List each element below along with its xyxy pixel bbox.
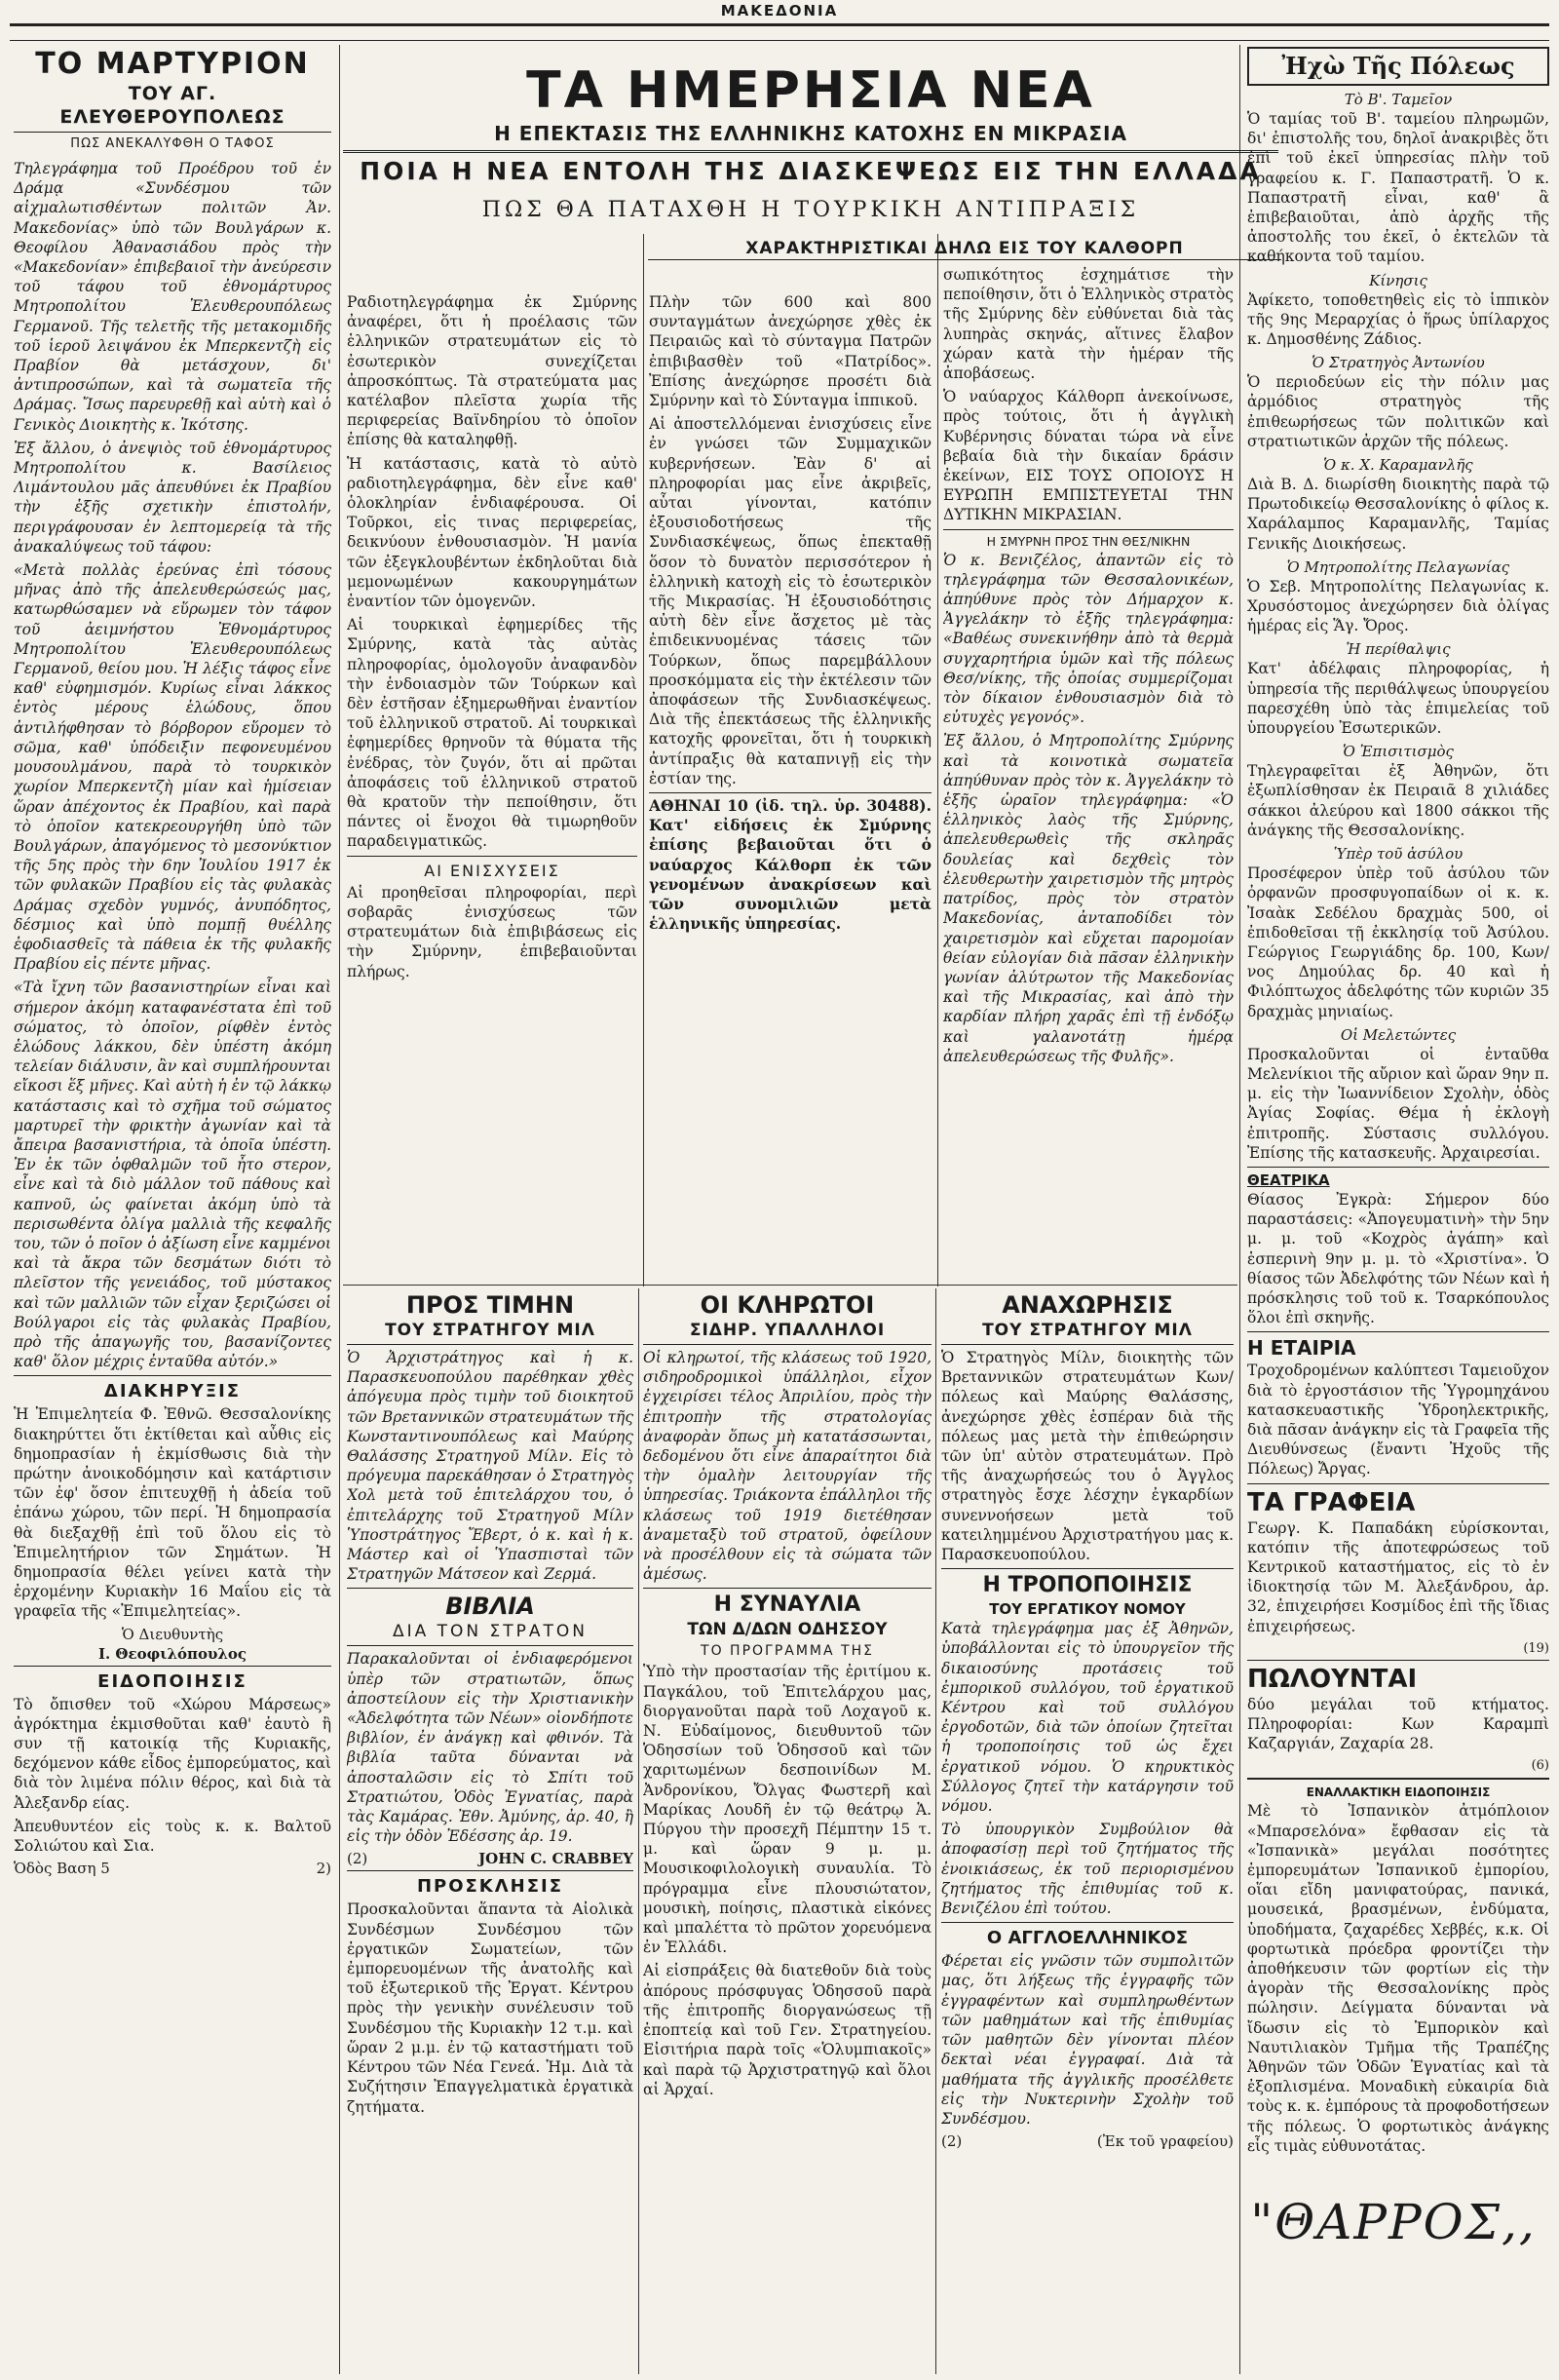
- article-paragraph: Αἱ ἀποστελλόμεναι ἐνισχύσεις εἶνε ἐν γνώσει τῶν Συμμαχικῶν κυβερνήσεων. Ἐὰν δ' αἱ πληροφορίαι μας εἶνε ἀκριβεῖς, αὗται γίνονται, κατόπιν ἐξουσιοδοτήσεως τῆς Συνδιασκέψεως, ὅπως ἐπεκταθῇ ὅσον τὸ δυνατὸν περισσότερον ἡ ἑλληνικὴ κατοχὴ εἰς τὸ ἐσωτερικὸν τῆς Μικρασίας. Ἡ ἐξουσιοδότησις αὐτὴ δὲν εἶνε ἄσχετος μὲ τὰς ἐπιδεικνυομένας τάσεις τῶν Τούρκων, ὅπως παρεμβάλλουν προσκόμματα εἰς τὴν ἐκτέλεσιν τῶν ἀποφάσεων τῆς Συνδιασκέψεως. Διὰ τῆς ἐπεκτάσεως τῆς ἑλληνικῆς κατοχῆς φρονεῖται, ὅτι ἡ τουρκικὴ ἀντίπραξις θὰ καταπνιγῇ εἰς τὴν ἑστίαν της.: [649, 415, 932, 787]
- column-rule: [638, 1288, 639, 2374]
- section-title: Η ΣΜΥΡΝΗ ΠΡΟΣ ΤΗΝ ΘΕΣ/ΝΙΚΗΝ: [986, 533, 1191, 549]
- section-kicker: ΤΟ ΠΡΟΓΡΑΜΜΑ ΤΗΣ: [701, 1643, 874, 1660]
- section-subtitle: ΤΟΥ ΣΤΡΑΤΗΓΟΥ ΜΙΛ: [982, 1321, 1193, 1340]
- center-column-a: [347, 292, 637, 1282]
- section-subtitle: ΔΙΑ ΤΟΝ ΣΤΡΑΤΟΝ: [392, 1622, 589, 1642]
- section-subtitle: ΤΩΝ Δ/ΔΩΝ ΟΔΗΣΣΟΥ: [687, 1620, 888, 1640]
- article-paragraph: «Τὰ ἴχνη τῶν βασανιστηρίων εἶναι καὶ σήμερον ἀκόμη καταφανέστατα ἐπὶ τοῦ σώματος, τὸ ὁποῖον, ρίφθὲν ἐντὸς ἑλώδους λάκκου, δὲν ὑπέστη ἀκόμη τελείαν διάλυσιν, ἂν καὶ συμπλήρουνται εἴκοσι ἕξ μῆνες. Καὶ αὐτὴ ἡ ἐν τῷ λάκκῳ κατάστασις καὶ τὸ σχῆμα τοῦ σώματος μαρτυρεῖ τὴν φρικτὴν ἀγωνίαν καὶ τὰ ἄπειρα βασανιστήρια, τὰ ὁποῖα ὑπέστη. Ἐν ἐκ τῶν ὀφθαλμῶν τοῦ ἦτο στερον, εἶνε καὶ τὰ διὸ μάλλον τοῦ πάθους καὶ καπνοῦ, ὡς φαίνεται ἀκόμη ὑπὸ τὰ περισωθέντα ὀλίγα μαλλιὰ τῆς κεφαλῆς του, τῶν ὁ ποῖον ὁ ἀξίωση εἶνε καμμένοι καὶ τὰ ἄκρα τῶν δεσμάτων διότι τὸ πλεῖστον τῆς γενειάδος, τοῦ μύστακος καὶ τῶν μαλλιῶν τῶν εἶχαν ξεριζώσει οἱ Βούλγαροι εἰς τὰς φυλακὰς Πραβίου, πρὸ τῆς ἀπαγωγῆς του, βασανίζοντες καθ' ὅλον μέχρις ἐνταῦθα αὐτόν.»: [14, 979, 331, 1371]
- divider: [643, 1344, 932, 1345]
- section-title: Η ΣΥΝΑΥΛΙΑ: [713, 1593, 861, 1618]
- divider: [347, 1870, 633, 1871]
- divider: [943, 529, 1234, 530]
- item-body: Προσέφερον ὑπὲρ τοῦ ἀσύλου τῶν ὀρφανῶν προσφυγοπαίδων οἱ κ. κ. Ἰσαὰκ Σεδέλου δραχμὰς 500, οἱ ἐπιδοθεῖσαι τῇ ἐκκλησίᾳ τοῦ Ἀσύλου. Γεώργιος Γεωργιάδης δρ. 100, Κων/νος Δημούλας δρ. 40 καὶ ἡ Φιλόπτωχος ἀδελφότης τῶν κυριῶν 35 δραχμὰς μηνιαίως.: [1247, 864, 1549, 1020]
- section-title: ΕΙΔΟΠΟΙΗΣΙΣ: [97, 1670, 247, 1692]
- lower-column-a: [347, 1290, 633, 2372]
- item-title: Ὁ Μητροπολίτης Πελαγωνίας: [1286, 557, 1510, 576]
- section-title: ΑΝΑΧΩΡΗΣΙΣ: [1002, 1291, 1173, 1319]
- ad-ref: (2): [941, 2132, 963, 2151]
- signature-label: Ὁ Διευθυντὴς: [121, 1625, 224, 1643]
- section-title: ΠΡΟΣΚΛΗΣΙΣ: [416, 1876, 564, 1898]
- section-subtitle: ΣΙΔΗΡ. ΥΠΑΛΛΗΛΟΙ: [689, 1321, 886, 1340]
- column-title: Ἠχὼ Τῆς Πόλεως: [1281, 52, 1515, 80]
- article-paragraph: «Μετὰ πολλὰς ἐρεύνας ἐπὶ τόσους μῆνας ἀπὸ τῆς ἀπελευθερώσεώς μας, κατωρθώσαμεν νὰ εὕρωμεν τὸν τάφον τοῦ ἀειμνήστου Ἐθνομάρτυρος Μητροπολίτου Ἐλευθερουπόλεως Γερμανοῦ, θείου μου. Ἡ λέξις τάφος εἶνε καθ' εὐφημισμόν. Κυρίως εἶναι λάκκος ἐντὸς μέρους ἑλώδους, ὅπου ἀντιλήφθησαν τὸ βόρβορον εὕρομεν τὸ σῶμα, καθ' ὑπόδειξιν πεφονευμένου μουσουλμάνου, παρὰ τὸ τουρκικὸν χωρίον Μπερκεντζὴ μίαν καὶ ἡμίσειαν ὥραν ἀπέχοντος ἐκ Πραβίου, καὶ παρὰ τὸ ὁποῖον κατεκρεουργήθη ὑπὸ τῶν Βουλγάρων, ἀπαγόμενος τὸ μεσονύκτιον τῆς 5ης πρὸς τὴν 6ην Ἰουλίου 1917 ἐκ τῶν φυλακῶν Πραβίου εἰς τὰς φυλακὰς Δράμας σχεδὸν γυμνός, ἀνυπόδητος, δέσμιος καὶ ὑπὸ πομπῇ θυέλλης ἐφοδιασθεῖς τὰ πάθεια ἐκ τῆς φυλακῆς Πραβίου εἰς πέντε μῆνας.: [14, 561, 331, 974]
- center-column-b: [649, 292, 932, 1282]
- item-body: Θίασος Ἐγκρὰ: Σήμερον δύο παραστάσεις: «Ἀπογευματινὴ» τὴν 5ην μ. μ. τοῦ «Κοχρὸς ἀγάπη» καὶ ἑσπερινὴ 9ην μ. μ. τὸ «Χριστίνα». Ὁ θίασος τῶν Ἀδελφότης τῶν Νέων καὶ ἡ πρόσκλησις τοῦ τοῦ κ. Τσαρκόπουλος ὅλοι ἐπὶ σκηνῆς.: [1247, 1190, 1549, 1327]
- address: Ὁδὸς Βαση 5: [14, 1860, 110, 1878]
- article-paragraph: Αἱ εἰσπράξεις θὰ διατεθοῦν διὰ τοὺς ἀπόρους πρόσφυγας Ὁδησσοῦ παρὰ τῆς ἐπιτροπῆς διοργανώσεως τῇ ἐποπτείᾳ καὶ τοῦ Γεν. Στρατηγείου. Εἰσιτήρια παρὰ τοῖς «Ὁλυμπιακοῖς» καὶ παρὰ τῷ Ἀρχιστρατηγῷ καὶ ὅλοι αἱ Ἀρχαί.: [643, 1962, 932, 2098]
- divider: [941, 1922, 1234, 1923]
- banner-title: ΤΑ ΗΜΕΡΗΣΙΑ ΝΕΑ: [526, 61, 1095, 120]
- item-body: Προσκαλοῦνται οἱ ἐνταῦθα Μελενίκιοι τῆς αὔριον καὶ ὥραν 9ην π. μ. εἰς τὴν Ἰωαννίδειον Σχολὴν, ὁδὸς Ἀγίας Σοφίας. Θέμα ἡ ἐκλογὴ ἐπιτροπῆς. Σύστασις συλλόγου. Ἐπίσης τῆς κατασκευῆς. Ἀρχαιρεσίαι.: [1247, 1045, 1549, 1162]
- item-body: Τηλεγραφεῖται ἐξ Ἀθηνῶν, ὅτι ἐξωπλίσθησαν ἐκ Πειραιᾶ 8 χιλιάδες σάκκοι ἀλεύρου καὶ 1800 σάκκοι τῆς ἀνάγκης τῆς Θεσσαλονίκης.: [1247, 762, 1549, 839]
- article-paragraph: Ὁ Ἀρχιστράτηγος καὶ ἡ κ. Παρασκευοπούλου παρέθηκαν χθὲς ἀπόγευμα πρὸς τιμὴν τοῦ διοικητοῦ τῶν Βρεταννικῶν στρατευμάτων τῆς Κωνσταντινουπόλεως καὶ Μαύρης Θαλάσσης Στρατηγοῦ Μίλν. Εἰς τὸ πρόγευμα παρεκάθησαν ὁ Στρατηγὸς Χολ μετὰ τοῦ ἐπιτελάρχου του, ὁ ἐπιτελάρχης τοῦ Στρατηγοῦ Μίλν Ὑποστράτηγος Ἔβερτ, ὁ κ. καὶ ἡ κ. Μάστερ καὶ οἱ Ὑπασπισταὶ τῶν Στρατηγῶν Μάτσεον καὶ Ζερμά.: [347, 1349, 633, 1584]
- signature-name: JOHN C. CRABBEY: [478, 1850, 633, 1868]
- ad-title: Η ΕΤΑΙΡΙΑ: [1247, 1336, 1356, 1361]
- ad-ref: 2): [316, 1860, 331, 1878]
- article-paragraph: Ἡ Ἐπιμελητεία Φ. Ἐθνῶ. Θεσσαλονίκης διακηρύττει ὅτι ἐκτίθεται καὶ αὖθις εἰς δημοπρασίαν ἡ ἐκμίσθωσις διὰ τὴν πρώτην ἀνοικοδόμησιν καὶ κατάρτισιν τῶν ἐφ' ὅσον ἐπιτευχθῇ ἡ ἀδεία τοῦ ἐπάνω χώρου, τῶν περί. Ἡ δημοπρασία θὰ διεξαχθῇ ἐπὶ τοῦ ὅλου εἰς τὸ Ἐπιμελητήριον τῶν Σημάτων. Ἡ δημοπρασία θέλει γείνει κατὰ τὴν ἐρχομένην Κυριακὴν 16 Μαΐου εἰς τὰ γραφεῖα τῆς «Ἐπιμελητείας».: [14, 1405, 331, 1621]
- section-title: ΒΙΒΛΙΑ: [445, 1593, 535, 1621]
- column-rule: [339, 45, 340, 2374]
- left-column: [14, 47, 331, 2374]
- ad-ref: (6): [1531, 1758, 1549, 1774]
- divider: [347, 856, 637, 857]
- divider: [1247, 1660, 1549, 1661]
- left-subtitle: ΤΟΥ ΑΓ. ΕΛΕΥΘΕΡΟΥΠΟΛΕΩΣ: [59, 83, 285, 128]
- dateline: ΑΘΗΝΑΙ 10 (ἰδ. τηλ. ὑρ. 30488). Κατ' εἰδήσεις ἐκ Σμύρνης ἐπίσης βεβαιοῦται ὅτι ὁ ναύαρχος Κάλθορπ ἐκ τῶν γενομένων ἀνακρίσεων καὶ τῶν συνομιλιῶν μετὰ ἑλληνικῆς ὑπηρεσίας.: [649, 796, 932, 934]
- item-body: Ὁ Σεβ. Μητροπολίτης Πελαγωνίας κ. Χρυσόστομος ἀνεχώρησεν διὰ ὀλίγας ἡμέρας εἰς Ἅγ. Ὄρος.: [1247, 577, 1549, 635]
- article-paragraph: Ραδιοτηλεγράφημα ἐκ Σμύρνης ἀναφέρει, ὅτι ἡ προέλασις τῶν ἑλληνικῶν στρατευμάτων εἰς τὸ ἐσωτερικὸν συνεχίζεται ἀπροσκόπτως. Τὰ στρατεύματα μας κατέλαβον πλεῖστα χωρία τῆς περιφερείας Βαϊνδηρίου τὸ ὁποῖον ἐπίσης θὰ καταληφθῇ.: [347, 293, 637, 449]
- signature-label: (Ἐκ τοῦ γραφείου): [1096, 2132, 1234, 2151]
- article-paragraph: Πλὴν τῶν 600 καὶ 800 συνταγμάτων ἀνεχώρησε χθὲς ἐκ Πειραιῶς καὶ τὸ σύνταγμα Πατρῶν ἐπιβιβασθὲν τοῦ «Πατρίδος». Ἐπίσης ἀνεχώρησε προσέτι διὰ Σμύρνην καὶ τὸ Σύνταγμα ἱππικοῦ.: [649, 293, 932, 410]
- section-title: Η ΤΡΟΠΟΠΟΙΗΣΙΣ: [982, 1573, 1193, 1598]
- ad-body: Μὲ τὸ Ἰσπανικὸν ἀτμόπλοιον «Μπαρσελόνα» ἔφθασαν εἰς τὰ «Ἰσπανικὰ» μεγάλαι ποσότητες ἐμπορευμάτων Ἰσπανικοῦ ἐμπορίου, οἵαι εἴδη μανιφατούρας, πανικά, μουσεικά, βρασμένων, ἐνδύματα, ὑποδήματα, ζαχαρέδες Χεββές, κ.κ. Οἱ φορτωτικὰ πρόεδρα φροντίζει τὴν ἀποθήκευσιν τῶν φορτίων εἰς τὴν ἀγορὰν τῆς Θεσσαλονίκης πρὸς πώλησιν. Δείγματα δύνανται νὰ ἴδωσιν εἰς τὸ Ἐμπορικὸν καὶ Ναυτιλιακὸν Τμῆμα τῆς Τραπέζης Ἀθηνῶν τῶν Ὁδῶν Ἐγνατίας καὶ τὰ ἐξοπλισμένα. Μοναδικὴ εὐκαιρία διὰ τοὺς κ. κ. ἐμπόρους τὰ προφοδοτήσεων τῆς πόλεως. Ὁ φορτωτικὸς ἀνάγκης εἶς τιμὰς εὐθυνοτάτας.: [1247, 1802, 1549, 2155]
- ad-body: Γεωργ. Κ. Παπαδάκη εὑρίσκονται, κατόπιν τῆς ἀποτεφρώσεως τοῦ Κεντρικοῦ καταστήματος, εἰς τὸ ἐν ἰδιοκτησίᾳ τῶν Μ. Ἀλεξάνδρου, ἀρ. 32, ἐπιχειρήσει Κοσμίδος ἐπὶ τῆς ἴδιας ἐπιχειρήσεως.: [1247, 1518, 1549, 1635]
- masthead: ΜΑΚΕΔΟΝΙΑ: [720, 2, 839, 19]
- divider: [347, 1344, 633, 1345]
- item-body: Ἀφίκετο, τοποθετηθεὶς εἰς τὸ ἱππικὸν τῆς 9ης Μεραρχίας ὁ ἥρως ὑπίλαρχος κ. Δημοσθένης Ζάδιος.: [1247, 290, 1549, 349]
- ad-title: ΤΑ ΓΡΑΦΕΙΑ: [1247, 1487, 1416, 1517]
- column-title-box: [1247, 47, 1549, 86]
- headline: ΠΟΙΑ Η ΝΕΑ ΕΝΤΟΛΗ ΤΗΣ ΔΙΑΣΚΕΨΕΩΣ ΕΙΣ ΤΗΝ ΕΛΛΑΔΑ: [360, 157, 1262, 185]
- article-paragraph: Ἀπευθυντέον εἰς τοὺς κ. κ. Βαλτοῦ Σολιώτου καὶ Σια.: [14, 1817, 331, 1856]
- ad-title: ΕΝΑΛΛΑΚΤΙΚΗ ΕΙΔΟΠΟΙΗΣΙΣ: [1306, 1785, 1491, 1800]
- section-rule: [343, 1285, 1237, 1286]
- article-paragraph: σωπικότητος ἐσχημάτισε τὴν πεποίθησιν, ὅτι ὁ Ἑλληνικὸς στρατὸς τῆς Σμύρνης δὲν εὐθύνεται διὰ τὰς λυπηρὰς σκηνάς, αἵτινες ἔλαβον χώραν κατὰ τὴν ἡμέραν τῆς ἀποβάσεως.: [943, 266, 1234, 383]
- divider: [1247, 1483, 1549, 1484]
- divider: [14, 1375, 331, 1376]
- article-paragraph: Προσκαλοῦνται ἅπαντα τὰ Αἰολικὰ Συνδέσμων Συνδέσμου τῶν ἐργατικῶν Σωματείων, τῶν ἐμπορευομένων τῆς ἀνατολῆς καὶ τοῦ ἐξωτερικοῦ τῆς Ἐργατ. Κέντρου πρὸς τὴν γενικὴν συνέλευσιν τοῦ Συνδέσμου τῆς Κυριακὴν 12 τ.μ. καὶ ὥραν 2 μ.μ. ἐν τῷ καταστήματι τοῦ Κέντρου τῶν Νέα Γενεά. Ἡμ. Διὰ τὰ Συζήτησιν Ἐπαγγελματικὰ ἐργατικὰ ζητήματα.: [347, 1900, 633, 2116]
- section-title: Ο ΑΓΓΛΟΕΛΛΗΝΙΚΟΣ: [986, 1928, 1189, 1949]
- signature-name: Ι. Θεοφιλόπουλος: [97, 1644, 247, 1663]
- section-title: ΟΙ ΚΛΗΡΩΤΟΙ: [700, 1291, 875, 1319]
- section-subtitle: ΤΟΥ ΕΡΓΑΤΙΚΟΥ ΝΟΜΟΥ: [989, 1600, 1186, 1619]
- item-title: Ὑπὲρ τοῦ ἀσύλου: [1333, 845, 1464, 864]
- item-title: Ὁ Στρατηγὸς Ἀντωνίου: [1312, 354, 1485, 372]
- divider: [941, 1568, 1234, 1569]
- top-rule: [10, 23, 1549, 41]
- article-paragraph: Αἱ προηθεῖσαι πληροφορίαι, περὶ σοβαρᾶς ἐνισχύσεως τῶν στρατευμάτων διὰ ἐπιβιβάσεως εἰς τὴν Σμύρνην, ἐπιβεβαιοῦνται πλήρως.: [347, 883, 637, 980]
- column-rule: [1239, 45, 1240, 2374]
- article-paragraph: Ὁ κ. Βενιζέλος, ἀπαντῶν εἰς τὸ τηλεγράφημα τῶν Θεσσαλονικέων, ἀπηύθυνε πρὸς τὸν Δήμαρχον κ. Ἀγγελάκην τὸ ἑξῆς τηλεγράφημα: «Βαθέως συνεκινήθην ἀπὸ τὰ θερμὰ συγχαρητήρια ὑμῶν καὶ τῆς πόλεως Θεσ/νίκης, τῆς ὁποίας συμμερίζομαι τὸν δίκαιον ἐνθουσιασμὸν διὰ τὸ εὐτυχὲς γεγονός».: [943, 551, 1234, 727]
- item-title: Κίνησις: [1369, 271, 1427, 289]
- article-paragraph: Ἡ κατάστασις, κατὰ τὸ αὐτὸ ραδιοτηλεγράφημα, δὲν εἶνε καθ' ὁλοκληρίαν ἐνδιαφέρουσα. Οἱ Τοῦρκοι, εἰς τινας περιφερείας, δεικνύουν ἐνθουσιασμὸν. Ἡ μανία τῶν ἐξεγκλουβέντων ἐκδηλοῦται διὰ μεμονωμένων κακουργημάτων ἐναντίον τῶν ὁμογενῶν.: [347, 454, 637, 611]
- article-paragraph: Οἱ κληρωτοί, τῆς κλάσεως τοῦ 1920, σιδηροδρομικοὶ ὑπάλληλοι, εἶχον ἐγχειρίσει τέλος Ἀπριλίου, πρὸς τὴν ἐπιτροπὴν τῆς στρατολογίας ἀναφορὰν ὅπως μὴ κατατάσσωνται, δεδομένου ὅτι εἶνε ἀπαραίτητοι διὰ τὴν ὁμαλὴν λειτουργίαν τῆς ὑπηρεσίας. Τριάκοντα ἐπάλληλοι τῆς κλάσεως τοῦ 1919 διετέθησαν ἀναμεταξὺ τοῦ στρατοῦ, ὀφείλουν νὰ προσέλθουν εἰς τὰ σώματα τῶν ἀμέσως.: [643, 1349, 932, 1584]
- section-title: ΔΙΑΚΗΡΥΞΙΣ: [103, 1381, 242, 1402]
- section-title: ΘΕΑΤΡΙΚΑ: [1247, 1171, 1330, 1189]
- divider: [1247, 1167, 1549, 1168]
- item-title: Ὁ κ. Χ. Καραμανλῆς: [1323, 456, 1473, 475]
- divider: [649, 792, 932, 793]
- divider: [347, 1645, 633, 1646]
- section-title: ΑΙ ΕΝΙΣΧΥΣΕΙΣ: [424, 861, 560, 880]
- lower-column-b: [643, 1290, 932, 2372]
- article-paragraph: Φέρεται εἰς γνῶσιν τῶν συμπολιτῶν μας, ὅτι λήξεως τῆς ἐγγραφῆς τῶν ἐγγραφέντων καὶ συμπληρωθέντων τῶν μαθημάτων καὶ τῆς ἐπιθυμίας τῶν μαθητῶν δὲν γίνονται πλέον δεκταὶ νέαι ἐγγραφαί. Διὰ τὰ μαθήματα τῆς ἀγγλικῆς προσέλθετε εἰς τὴν Νυκτερινὴν Σχολὴν τοῦ Συνδέσμου.: [941, 1952, 1234, 2128]
- divider: [643, 1588, 932, 1589]
- section-title: ΠΡΟΣ ΤΙΜΗΝ: [405, 1291, 575, 1319]
- article-paragraph: Τηλεγράφημα τοῦ Προέδρου τοῦ ἐν Δράμᾳ «Συνδέσμου τῶν αἰχμαλωτισθέντων πολιτῶν Ἀν. Μακεδονίας» ὑπὸ τῶν Βουλγάρων κ. Θεοφίλου Ἀθανασιάδου πρὸς τὴν «Μακεδονίαν» ἐπιβεβαιοῖ τὴν ἀνεύρεσιν τοῦ τάφου τοῦ ἐθνομάρτυρος Μητροπολίτου Ἐλευθερουπόλεως Γερμανοῦ. Τῆς τελετῆς τῆς μετακομιδῆς τοῦ ἱεροῦ λειψάνου ἐκ Μπερκεντζὴ εἰς Πραβίον θὰ μετάσχουν, δι' ἀντιπροσώπων, καὶ τὰ σωματεῖα τῆς Δράμας. Ἴσως παρευρεθῇ καὶ αὐτὴ καὶ ὁ Γενικὸς Διοικητὴς κ. Ἰκότσης.: [14, 160, 331, 434]
- divider: [1247, 1778, 1549, 1780]
- main-banner: [343, 60, 1278, 153]
- item-body: Διὰ Β. Δ. διωρίσθη διοικητὴς παρὰ τῷ Πρωτοδικείῳ Θεσσαλονίκης ὁ φίλος κ. Χαράλαμπος Καραμανλῆς, Ταμίας Γενικῆς Διοικήσεως.: [1247, 476, 1549, 553]
- left-kicker: ΠΩΣ ΑΝΕΚΑΛΥΦΘΗ Ο ΤΑΦΟΣ: [70, 136, 275, 151]
- item-body: Ὁ ταμίας τοῦ Β'. ταμείου πληρωμῶν, δι' ἐπιστολῆς του, δηλοῖ ἀνακριβὲς ὅτι ἐπὶ τοῦ ἐκεῖ ὑπηρεσίας πλὴν τοῦ γραφείου κ. Γ. Παπαστρατῆ. Ὁ κ. Παπαστρατῆ εἶναι, καθ' ἃ ἐπιβεβαιοῦται, ἀπὸ ἀρχῆς τῆς ἀποστολῆς του ἐκεῖ, ὁ ἐκτελῶν τὰ καθήκοντα τοῦ ταμίου.: [1247, 110, 1549, 266]
- item-title: Οἱ Μελετώντες: [1340, 1025, 1457, 1044]
- article-paragraph: Παρακαλοῦνται οἱ ἐνδιαφερόμενοι ὑπὲρ τῶν στρατιωτῶν, ὅπως ἀποστείλουν εἰς τὴν Χριστιανικὴν «Ἀδελφότητα τῶν Νέων» οἰονδήποτε βιβλίον, ἐν ἀνάγκῃ καὶ φθινόν. Τὰ βιβλία ταῦτα δύνανται νὰ ἀποσταλῶσιν εἰς τὸ Σπίτι τοῦ Στρατιώτου, Ὁδὸς Ἐγνατίας, παρὰ τὰς Καμάρας. Ἐθν. Ἀμύνης, ἀρ. 40, ἢ εἰς τὴν ὁδὸν Ἐδέσσης ἀρ. 19.: [347, 1650, 633, 1846]
- headline: ΧΑΡΑΚΤΗΡΙΣΤΙΚΑΙ ΔΗΛΩ ΕΙΣ ΤΟΥ ΚΑΛΘΟΡΠ: [648, 238, 1281, 260]
- item-title: Ἡ περίθαλψις: [1346, 640, 1451, 659]
- article-paragraph: Ἐξ ἄλλου, ὁ ἀνεψιὸς τοῦ ἐθνομάρτυρος Μητροπολίτου κ. Βασίλειος Λιμάντουλου μᾶς ἀπευθύνει ἐκ Πραβίου τὴν ἑξῆς σχετικὴν ἐπιστολήν, περιγράφουσαν ἐν λεπτομερείᾳ τὰ τῆς ἀνακαλύψεως τοῦ τάφου:: [14, 439, 331, 556]
- article-paragraph: Τὸ ὑπουργικὸν Συμβούλιον θὰ ἀποφασίσῃ περὶ τοῦ ζητήματος τῆς ἐνοικιάσεως, ἐκ τοῦ περιορισμένου ζητήματος τῆς ἐπιθυμίας τοῦ κ. Βενιζέλου ἐπὶ τούτου.: [941, 1821, 1234, 1918]
- divider: [347, 1588, 633, 1589]
- column-rule: [643, 234, 644, 1286]
- article-paragraph: Ἐξ ἄλλου, ὁ Μητροπολίτης Σμύρνης καὶ τὰ κοινοτικὰ σωματεῖα ἀπηύθυναν πρὸς τὸν κ. Ἀγγελάκην τὸ ἑξῆς ὡραῖον τηλεγράφημα: «Ὁ ἑλληνικὸς λαὸς τῆς Σμύρνης, ἀπελευθερωθεὶς τῆς σκληρᾶς δουλείας καὶ δεχθεὶς τὸν ἐλευθερωτὴν χαιρετισμὸν τῆς μητρὸς πατρίδος, πρὸς τὸν στρατὸν Μακεδονίας, ἀνταποδίδει τὸν χαιρετισμὸν καὶ εὔχεται παρομοίαν θείαν εὐλογίαν διὰ πᾶσαν ἑλληνικὴν γωνίαν ἀλύτρωτον τῆς Μακεδονίας καὶ τῆς Μικρασίας, καὶ ἀπὸ τὴν καρδίαν πλήρη χαρᾶς ἐπὶ τῇ ἐνδόξῳ καὶ γαλανοτάτῃ ἡμέρᾳ ἀπελευθερώσεως τῆς Φυλῆς».: [943, 732, 1234, 1065]
- item-body: Ὁ περιοδεύων εἰς τὴν πόλιν μας ἀρμόδιος στρατηγὸς τῆς ἐπιθεωρήσεως τῶν πολιτικῶν καὶ στρατιωτικῶν ἀρχῶν τῆς πόλεως.: [1247, 373, 1549, 450]
- column-rule: [935, 1288, 936, 2374]
- ad-body: δύο μεγάλαι τοῦ κτήματος. Πληροφορίαι: Κων Καραμπὶ Καζαργιάν, Ζαχαρία 28.: [1247, 1695, 1549, 1753]
- lower-column-c: [941, 1290, 1234, 2372]
- divider: [941, 1344, 1234, 1345]
- right-column: [1247, 47, 1549, 2181]
- divider: [14, 132, 331, 133]
- article-paragraph: Αἱ τουρκικαὶ ἐφημερίδες τῆς Σμύρνης, κατὰ τὰς αὐτὰς πληροφορίας, ὁμολογοῦν ἀναφανδὸν τὴν ἐνδοιασμὸν τῶν Τούρκων καὶ δὲν ἐστῆσαν ἐξημερωθῆναι ἐναντίον τοῦ ἑλληνικοῦ στρατοῦ. Αἱ τουρκικαὶ ἐφημερίδες θρηνοῦν τὰ θύματα τῆς ἐνέδρας, τὸν ζυγόν, ὅτι αἱ πρῶται ἀποφάσεις τοῦ ἑλληνικοῦ στρατοῦ θὰ κρατοῦν τὴν πεποίθησιν, ὅτι πάντες οἱ ἔνοχοι θὰ τιμωρηθοῦν παραδειγματικῶς.: [347, 616, 637, 851]
- article-paragraph: Ὁ ναύαρχος Κάλθορπ ἀνεκοίνωσε, πρὸς τούτοις, ὅτι ἡ ἀγγλικὴ Κυβέρνησις δύναται τώρα νὰ εἶνε βεβαία διὰ τὴν δικαίαν δράσιν ἐκείνων, ΕΙΣ ΤΟΥΣ ΟΠΟΙΟΥΣ Η ΕΥΡΩΠΗ ΕΜΠΙΣΤΕΥΕΤΑΙ ΤΗΝ ΔΥΤΙΚΗΝ ΜΙΚΡΑΣΙΑΝ.: [943, 388, 1234, 524]
- article-paragraph: Τὸ ὄπισθεν τοῦ «Χώρου Μάρσεως» ἀγρόκτημα ἐκμισθοῦται καθ' ἑαυτὸ ἢ συν τῇ κατοικίᾳ τῆς Κυριακῆς, δεχόμενον κάθε εἶδος ἐμπορεύματος, καὶ διὰ τὸν λιμένα πόλιν θέρος, καὶ διὰ τὰ Ἀλεξανδρ είας.: [14, 1695, 331, 1812]
- divider: [14, 1666, 331, 1667]
- headline: ΠΩΣ ΘΑ ΠΑΤΑΧΘΗ Η ΤΟΥΡΚΙΚΗ ΑΝΤΙΠΡΑΞΙΣ: [481, 198, 1140, 222]
- article-paragraph: Κατὰ τηλεγράφημα μας ἐξ Ἀθηνῶν, ὑποβάλλονται εἰς τὸ ὑπουργεῖον τῆς δικαιοσύνης προτάσεις τοῦ ἐμπορικοῦ συλλόγου, τοῦ ἐργατικοῦ Κέντρου καὶ τοῦ συλλόγου ἐργοδοτῶν, διὰ τῶν ὁποίων ζητεῖται ἡ τροποποίησις τοῦ ὡς ἔχει ἐργατικοῦ νόμου. Ὁ κηρυκτικὸς Σύλλογος ζητεῖ τὴν κατάργησιν τοῦ νόμου.: [941, 1620, 1234, 1816]
- divider: [1247, 1331, 1549, 1332]
- ad-ref: (2): [347, 1850, 368, 1868]
- section-subtitle: ΤΟΥ ΣΤΡΑΤΗΓΟΥ ΜΙΛ: [385, 1321, 595, 1340]
- article-paragraph: Ὁ Στρατηγὸς Μίλν, διοικητὴς τῶν Βρεταννικῶν στρατευμάτων Κων/πόλεως καὶ Μαύρης Θαλάσσης, ἀνεχώρησε χθὲς ἑσπέραν διὰ τῆς πόλεως μας μετὰ τὴν ἐπιθεώρησιν τῶν ὑπ' αὐτὸν στρατευμάτων. Πρὸ τῆς ἀναχωρήσεώς του ὁ Ἀγγλος στρατηγὸς ἔσχε λέσχην ἐγκαρδίων συνεννοήσεων μετὰ τοῦ κατειλημμένου Ἀρχιστρατήγου μας κ. Παρασκευοπούλου.: [941, 1349, 1234, 1564]
- ad-title: ΠΩΛΟΥΝΤΑΙ: [1247, 1664, 1418, 1694]
- item-body: Κατ' ἀδέλφαις πληροφορίας, ἡ ὑπηρεσία τῆς περιθάλψεως ὑπουργείου παρεσχέθη ὑπὸ τὰς ἐπιμελείας τοῦ ὑπουργείου Ἐσωτερικῶν.: [1247, 660, 1549, 738]
- center-column-c: [943, 265, 1234, 1282]
- item-title: Ὁ Ἐπισιτισμὸς: [1343, 743, 1454, 761]
- banner-subtitle: Η ΕΠΕΚΤΑΣΙΣ ΤΗΣ ΕΛΛΗΝΙΚΗΣ ΚΑΤΟΧΗΣ ΕΝ ΜΙΚΡΑΣΙΑ: [494, 122, 1127, 145]
- ad-ref: (19): [1523, 1640, 1549, 1656]
- column-rule: [937, 234, 938, 1286]
- ad-body: Τροχοδρομένων καλύπτεσι Ταμειοῦχον διὰ τὸ ἐργοστάσιον τῆς Ὑγρομηχάνου κατασκευαστικῆς Ὑδροηλεκτρικῆς, διὰ πᾶσαν ἀνάγκην εἰς τὰ Γραφεῖα τῆς Διευθύνσεως (ἔναντι Ἠχοῦς τῆς Πόλεως) Ἄργας.: [1247, 1362, 1549, 1478]
- ad-slogan: "ΘΑΡΡΟΣ,,: [1250, 2194, 1537, 2250]
- article-paragraph: Ὑπὸ τὴν προστασίαν τῆς ἐριτίμου κ. Παγκάλου, τοῦ Ἐπιτελάρχου μας, διοργανοῦται παρὰ τοῦ Λοχαγοῦ κ. Ν. Εὐδαίμονος, διευθυντοῦ τῶν Ὁδησσίων τοῦ Ὁδησσοῦ καὶ τῶν χαριτωμένων δεσποινίδων Μ. Ἀνδρονίκου, Ὄλγας Φωστερῆ καὶ Μαρίκας Λουδῆ ἐν τῷ θεάτρῳ Ἁ. Πύργου τὴν προσεχῆ Πέμπτην 15 τ. μ. καὶ ὥραν 9 μ. μ. Μουσικοφιλολογικὴ συναυλία. Τὸ πρόγραμμα εἶνε πλουσιώτατον, μουσικὴ, ποίησις, πλαστικὰ εἰκόνες καὶ μπαλέττα τὸ πρῶτον χορευόμενα ἐν Ἑλλάδι.: [643, 1663, 932, 1957]
- item-title: Τὸ Β'. Ταμεῖον: [1344, 91, 1453, 108]
- left-title: ΤΟ ΜΑΡΤΥΡΙΟΝ: [35, 47, 310, 81]
